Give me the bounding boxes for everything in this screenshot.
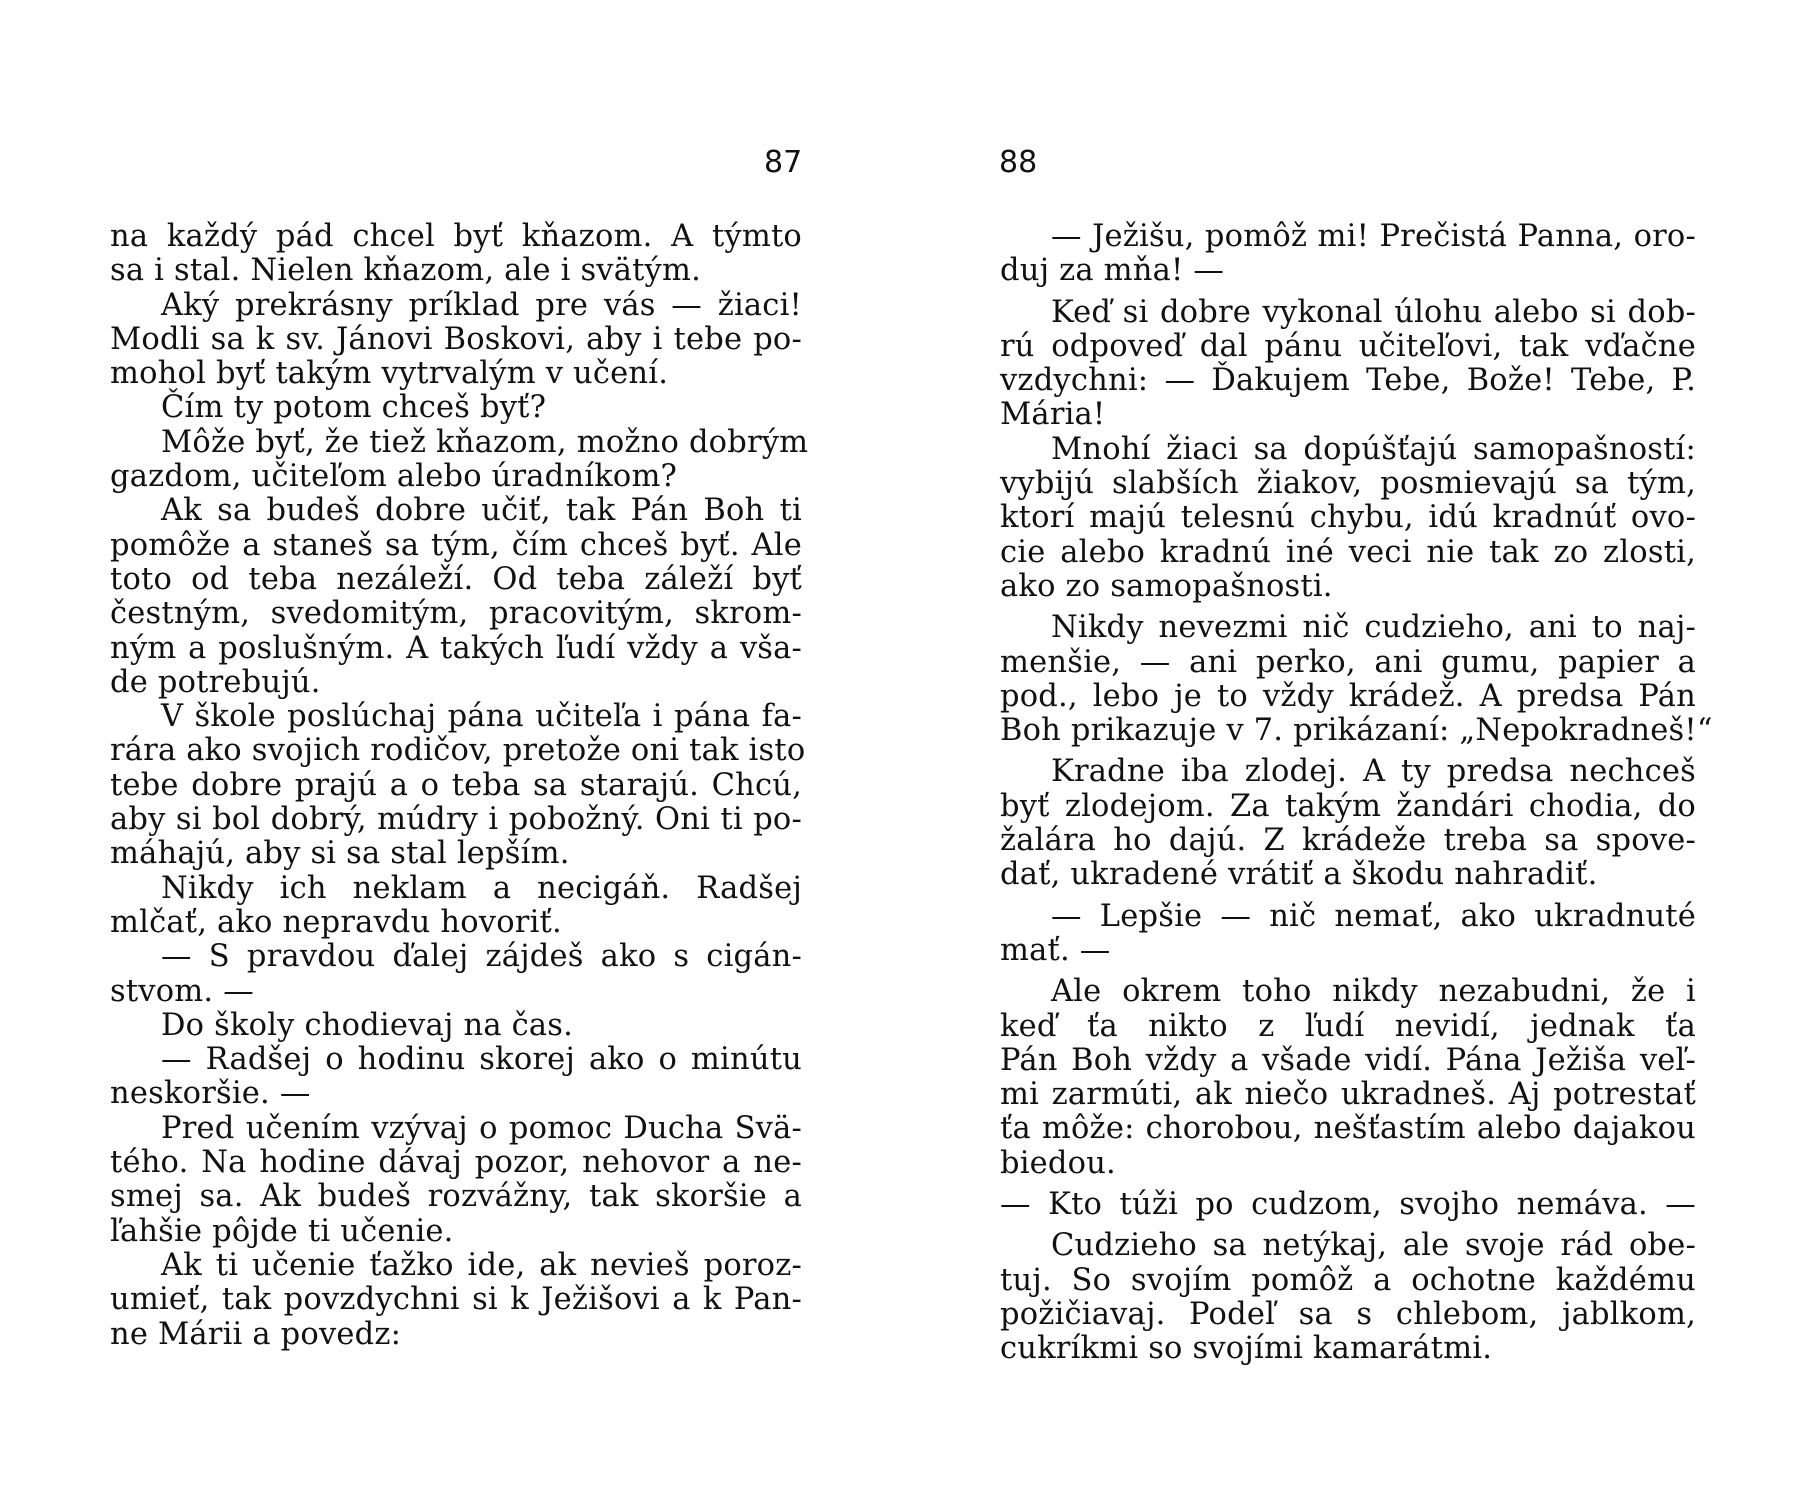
text-line: byť zlodejom. Za takým žandári chodia, do	[1000, 788, 1696, 824]
text-line: mohol byť takým vytrvalým v učení.	[110, 356, 669, 392]
text-line: Cudzieho sa netýkaj, ale svoje rád obe-	[1051, 1228, 1696, 1264]
text-line: gazdom, učiteľom alebo úradníkom?	[110, 459, 678, 495]
text-line: cie alebo kradnú iné veci nie tak zo zlosti,	[1000, 534, 1696, 570]
text-line: — S pravdou ďalej zájdeš ako s cigán-	[161, 939, 802, 975]
text-line: vybijú slabších žiakov, posmievajú sa tým,	[1000, 466, 1696, 502]
text-line: cukríkmi so svojími kamarátmi.	[1000, 1331, 1493, 1367]
text-line: de potrebujú.	[110, 664, 321, 700]
text-line: stvom. —	[110, 973, 254, 1009]
text-line: aby si bol dobrý, múdry i pobožný. Oni ti po-	[110, 802, 802, 838]
text-line: mlčať, ako nepravdu hovoriť.	[110, 904, 562, 940]
text-line: tebe dobre prajú a o teba sa starajú. Chcú,	[110, 767, 802, 803]
text-line: umieť, tak povzdychni si k Ježišovi a k Pan-	[110, 1282, 802, 1318]
page-text	[1000, 219, 1713, 1367]
page-number: 88	[999, 145, 1038, 180]
text-line: — Ježišu, pomôž mi! Prečistá Panna, oro-	[1051, 219, 1696, 254]
text-line: vzdychni: — Ďakujem Tebe, Bože! Tebe, P.	[1000, 363, 1696, 399]
text-line: máhajú, aby si sa stal lepším.	[110, 836, 570, 872]
text-line: smej sa. Ak budeš rozvážny, tak skoršie a	[110, 1179, 802, 1215]
text-line: ným a poslušným. A takých ľudí vždy a vša-	[110, 630, 802, 666]
text-line: Pán Boh vždy a všade vidí. Pána Ježiša veľ-	[1000, 1042, 1696, 1078]
text-line: ne Márii a povedz:	[110, 1316, 402, 1352]
text-line: neskoršie. —	[110, 1076, 311, 1112]
text-line: rú odpoveď dal pánu učiteľovi, tak vďačne	[1000, 328, 1696, 364]
page-number: 87	[764, 145, 803, 180]
text-line: — Radšej o hodinu skorej ako o minútu	[161, 1042, 802, 1078]
text-line: Modli sa k sv. Jánovi Boskovi, aby i tebe po-	[110, 321, 802, 357]
text-line: ktorí majú telesnú chybu, idú kradnúť ovo-	[1000, 500, 1696, 536]
text-line: Mária!	[1000, 397, 1106, 433]
text-line: čestným, svedomitým, pracovitým, skrom-	[110, 596, 802, 632]
text-line: Môže byť, že tiež kňazom, možno dobrým	[161, 424, 809, 460]
text-line: mať. —	[1000, 932, 1111, 968]
text-line: Nikdy nevezmi nič cudzieho, ani to naj-	[1051, 610, 1696, 646]
text-line: Čím ty potom chceš byť?	[161, 390, 547, 426]
text-line: Keď si dobre vykonal úlohu alebo si dob-	[1051, 294, 1696, 330]
right-page	[904, 0, 1808, 1500]
text-line: Aký prekrásny príklad pre vás — žiaci!	[161, 287, 802, 323]
text-line: Mnohí žiaci sa dopúšťajú samopašností:	[1051, 431, 1696, 467]
text-line: Pred učením vzývaj o pomoc Ducha Svä-	[161, 1110, 802, 1146]
text-line: žalára ho dajú. Z krádeže treba sa spove-	[1000, 823, 1696, 859]
text-line: pod., lebo je to vždy krádež. A predsa Pán	[1000, 678, 1696, 714]
text-line: Ak ti učenie ťažko ide, ak nevieš poroz-	[161, 1247, 802, 1283]
text-line: mi zarmúti, ak niečo ukradneš. Aj potrestať	[1000, 1077, 1696, 1113]
text-line: menšie, — ani perko, ani gumu, papier a	[1000, 644, 1696, 680]
text-line: ťa môže: chorobou, nešťastím alebo dajakou	[1000, 1111, 1696, 1147]
text-line: pomôže a staneš sa tým, čím chceš byť. Ale	[110, 527, 802, 563]
text-line: ľahšie pôjde ti učenie.	[110, 1213, 454, 1249]
text-line: na každý pád chcel byť kňazom. A týmto	[110, 219, 802, 254]
text-line: Kradne iba zlodej. A ty predsa nechceš	[1051, 754, 1696, 790]
text-line: Boh prikazuje v 7. prikázaní: „Nepokradneš!“	[1000, 713, 1713, 749]
text-line: ako zo samopašnosti.	[1000, 568, 1333, 604]
text-line: požičiavaj. Podeľ sa s chlebom, jablkom,	[1000, 1296, 1696, 1332]
text-line: V škole poslúchaj pána učiteľa i pána fa-	[161, 699, 802, 735]
text-line: Do školy chodievaj na čas.	[161, 1007, 574, 1043]
text-line: sa i stal. Nielen kňazom, ale i svätým.	[110, 253, 702, 289]
text-line: rára ako svojich rodičov, pretože oni tak isto	[110, 733, 806, 769]
text-line: Nikdy ich neklam a necigáň. Radšej	[161, 870, 802, 906]
text-line: tuj. So svojím pomôž a ochotne každému	[1000, 1262, 1696, 1298]
text-line: duj za mňa! —	[1000, 253, 1225, 289]
text-line: keď ťa nikto z ľudí nevidí, jednak ťa	[1000, 1008, 1696, 1044]
page-text	[110, 219, 809, 1352]
text-line: — Lepšie — nič nemať, ako ukradnuté	[1051, 898, 1696, 934]
text-line: dať, ukradené vrátiť a škodu nahradiť.	[1000, 857, 1598, 893]
text-line: Ale okrem toho nikdy nezabudni, že i	[1051, 974, 1696, 1010]
text-line: Ak sa budeš dobre učiť, tak Pán Boh ti	[161, 493, 802, 529]
text-line: biedou.	[1000, 1145, 1116, 1181]
text-line: — Kto túži po cudzom, svojho nemáva. —	[1000, 1187, 1696, 1223]
text-line: tého. Na hodine dávaj pozor, nehovor a ne-	[110, 1145, 802, 1181]
text-line: toto od teba nezáleží. Od teba záleží byť	[110, 561, 802, 597]
